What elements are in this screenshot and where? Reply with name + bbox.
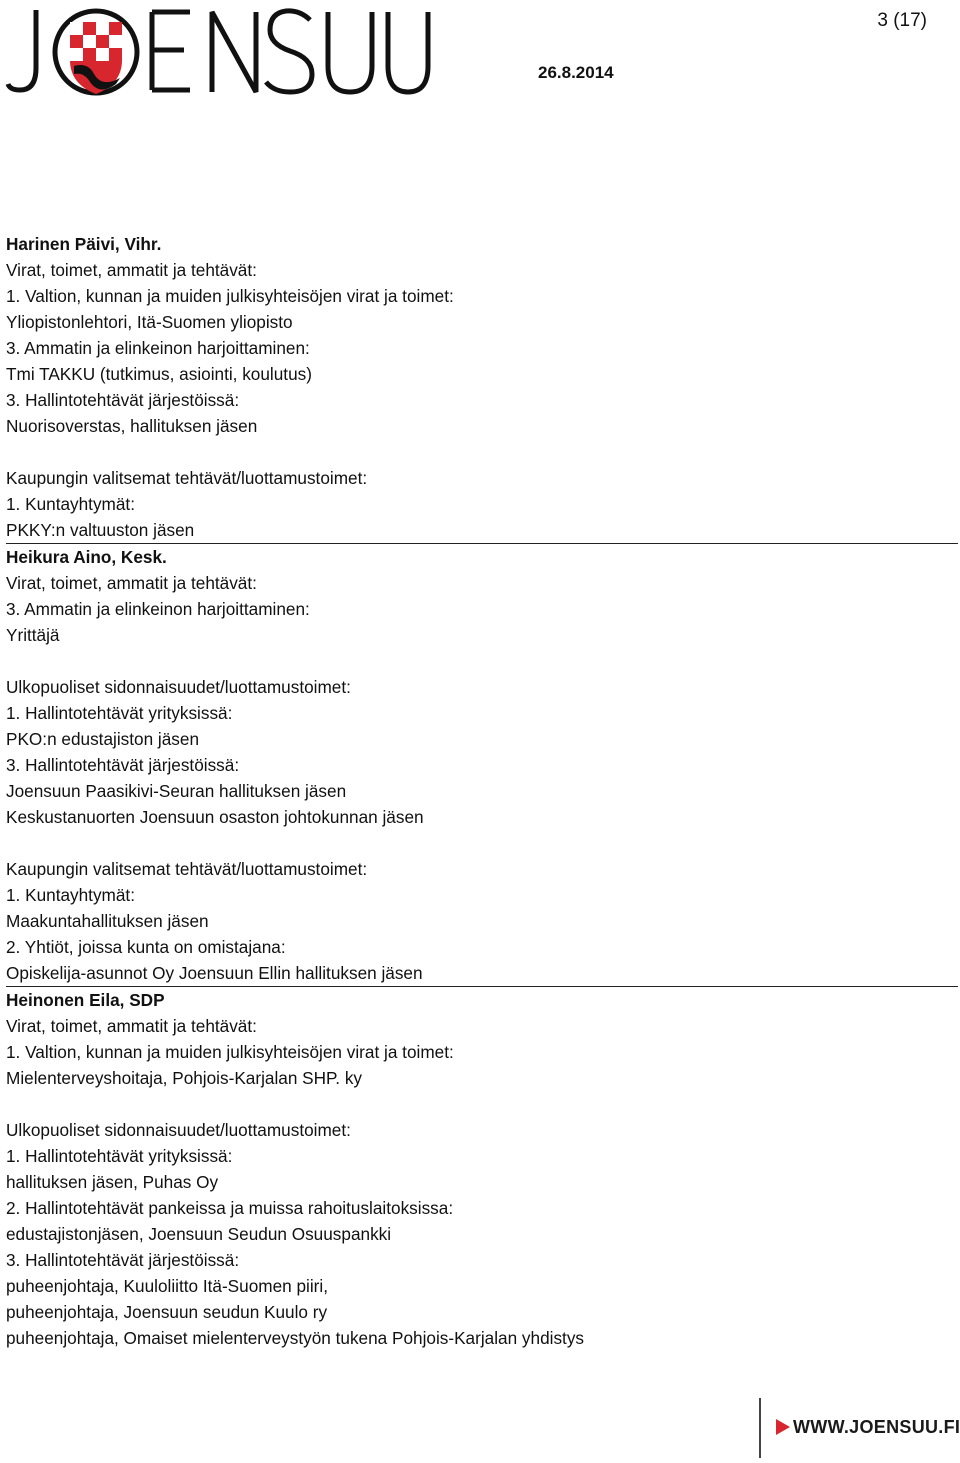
spacer (6, 648, 958, 674)
detail-line: Maakuntahallituksen jäsen (6, 911, 209, 931)
detail-line: 2. Hallintotehtävät pankeissa ja muissa rahoituslaitoksissa: (6, 1198, 454, 1218)
detail-line: 1. Valtion, kunnan ja muiden julkisyhteisöjen virat ja toimet: (6, 286, 454, 306)
spacer (6, 439, 958, 465)
detail-line: Virat, toimet, ammatit ja tehtävät: (6, 260, 257, 280)
detail-line: 2. Yhtiöt, joissa kunta on omistajana: (6, 937, 286, 957)
detail-line: puheenjohtaja, Joensuun seudun Kuulo ry (6, 1302, 328, 1322)
detail-line: edustajistonjäsen, Joensuun Seudun Osuuspankki (6, 1224, 392, 1244)
detail-line: PKO:n edustajiston jäsen (6, 729, 199, 749)
detail-line: Kaupungin valitsemat tehtävät/luottamustoimet: (6, 468, 368, 488)
detail-line: Ulkopuoliset sidonnaisuudet/luottamustoimet: (6, 1120, 351, 1140)
detail-line: puheenjohtaja, Kuuloliitto Itä-Suomen piiri, (6, 1276, 328, 1296)
detail-line: 1. Hallintotehtävät yrityksissä: (6, 1146, 233, 1166)
detail-line: Tmi TAKKU (tutkimus, asiointi, koulutus) (6, 364, 312, 384)
detail-line: Kaupungin valitsemat tehtävät/luottamustoimet: (6, 859, 368, 879)
document-date: 26.8.2014 (538, 63, 614, 82)
detail-line: Mielenterveyshoitaja, Pohjois-Karjalan SHP. ky (6, 1068, 363, 1088)
detail-line: Yrittäjä (6, 625, 60, 645)
detail-line: 3. Ammatin ja elinkeinon harjoittaminen: (6, 338, 310, 358)
document-body (6, 231, 958, 1351)
detail-line: Joensuun Paasikivi-Seuran hallituksen jäsen (6, 781, 347, 801)
detail-line: Opiskelija-asunnot Oy Joensuun Ellin hallituksen jäsen (6, 963, 423, 983)
website-url: WWW.JOENSUU.FI (793, 1416, 960, 1437)
detail-line: 3. Hallintotehtävät järjestöissä: (6, 755, 240, 775)
detail-line: 1. Kuntayhtymät: (6, 885, 135, 905)
detail-line: Nuorisoverstas, hallituksen jäsen (6, 416, 258, 436)
joensuu-logo (4, 4, 434, 100)
page-number: 3 (17) (877, 10, 927, 31)
detail-line: Virat, toimet, ammatit ja tehtävät: (6, 573, 257, 593)
detail-line: Ulkopuoliset sidonnaisuudet/luottamustoimet: (6, 677, 351, 697)
detail-line: 1. Hallintotehtävät yrityksissä: (6, 703, 233, 723)
person-entry (6, 543, 958, 986)
detail-line: 3. Ammatin ja elinkeinon harjoittaminen: (6, 599, 310, 619)
detail-line: hallituksen jäsen, Puhas Oy (6, 1172, 219, 1192)
person-name: Harinen Päivi, Vihr. (6, 234, 162, 254)
person-entry (6, 986, 958, 1351)
detail-line: puheenjohtaja, Omaiset mielenterveystyön tukena Pohjois-Karjalan yhdistys (6, 1328, 585, 1348)
footer-divider (759, 1398, 761, 1458)
detail-line: Yliopistonlehtori, Itä-Suomen yliopisto (6, 312, 293, 332)
detail-line: Virat, toimet, ammatit ja tehtävät: (6, 1016, 257, 1036)
person-name: Heikura Aino, Kesk. (6, 547, 167, 567)
play-arrow-icon (776, 1419, 790, 1435)
detail-line: 3. Hallintotehtävät järjestöissä: (6, 1250, 240, 1270)
spacer (6, 1091, 958, 1117)
detail-line: 3. Hallintotehtävät järjestöissä: (6, 390, 240, 410)
website-link[interactable] (776, 1416, 960, 1438)
person-name: Heinonen Eila, SDP (6, 990, 165, 1010)
detail-line: Keskustanuorten Joensuun osaston johtokunnan jäsen (6, 807, 424, 827)
page-header (0, 0, 960, 110)
detail-line: 1. Valtion, kunnan ja muiden julkisyhteisöjen virat ja toimet: (6, 1042, 454, 1062)
person-entry (6, 231, 958, 543)
detail-line: 1. Kuntayhtymät: (6, 494, 135, 514)
spacer (6, 830, 958, 856)
detail-line: PKKY:n valtuuston jäsen (6, 520, 195, 540)
